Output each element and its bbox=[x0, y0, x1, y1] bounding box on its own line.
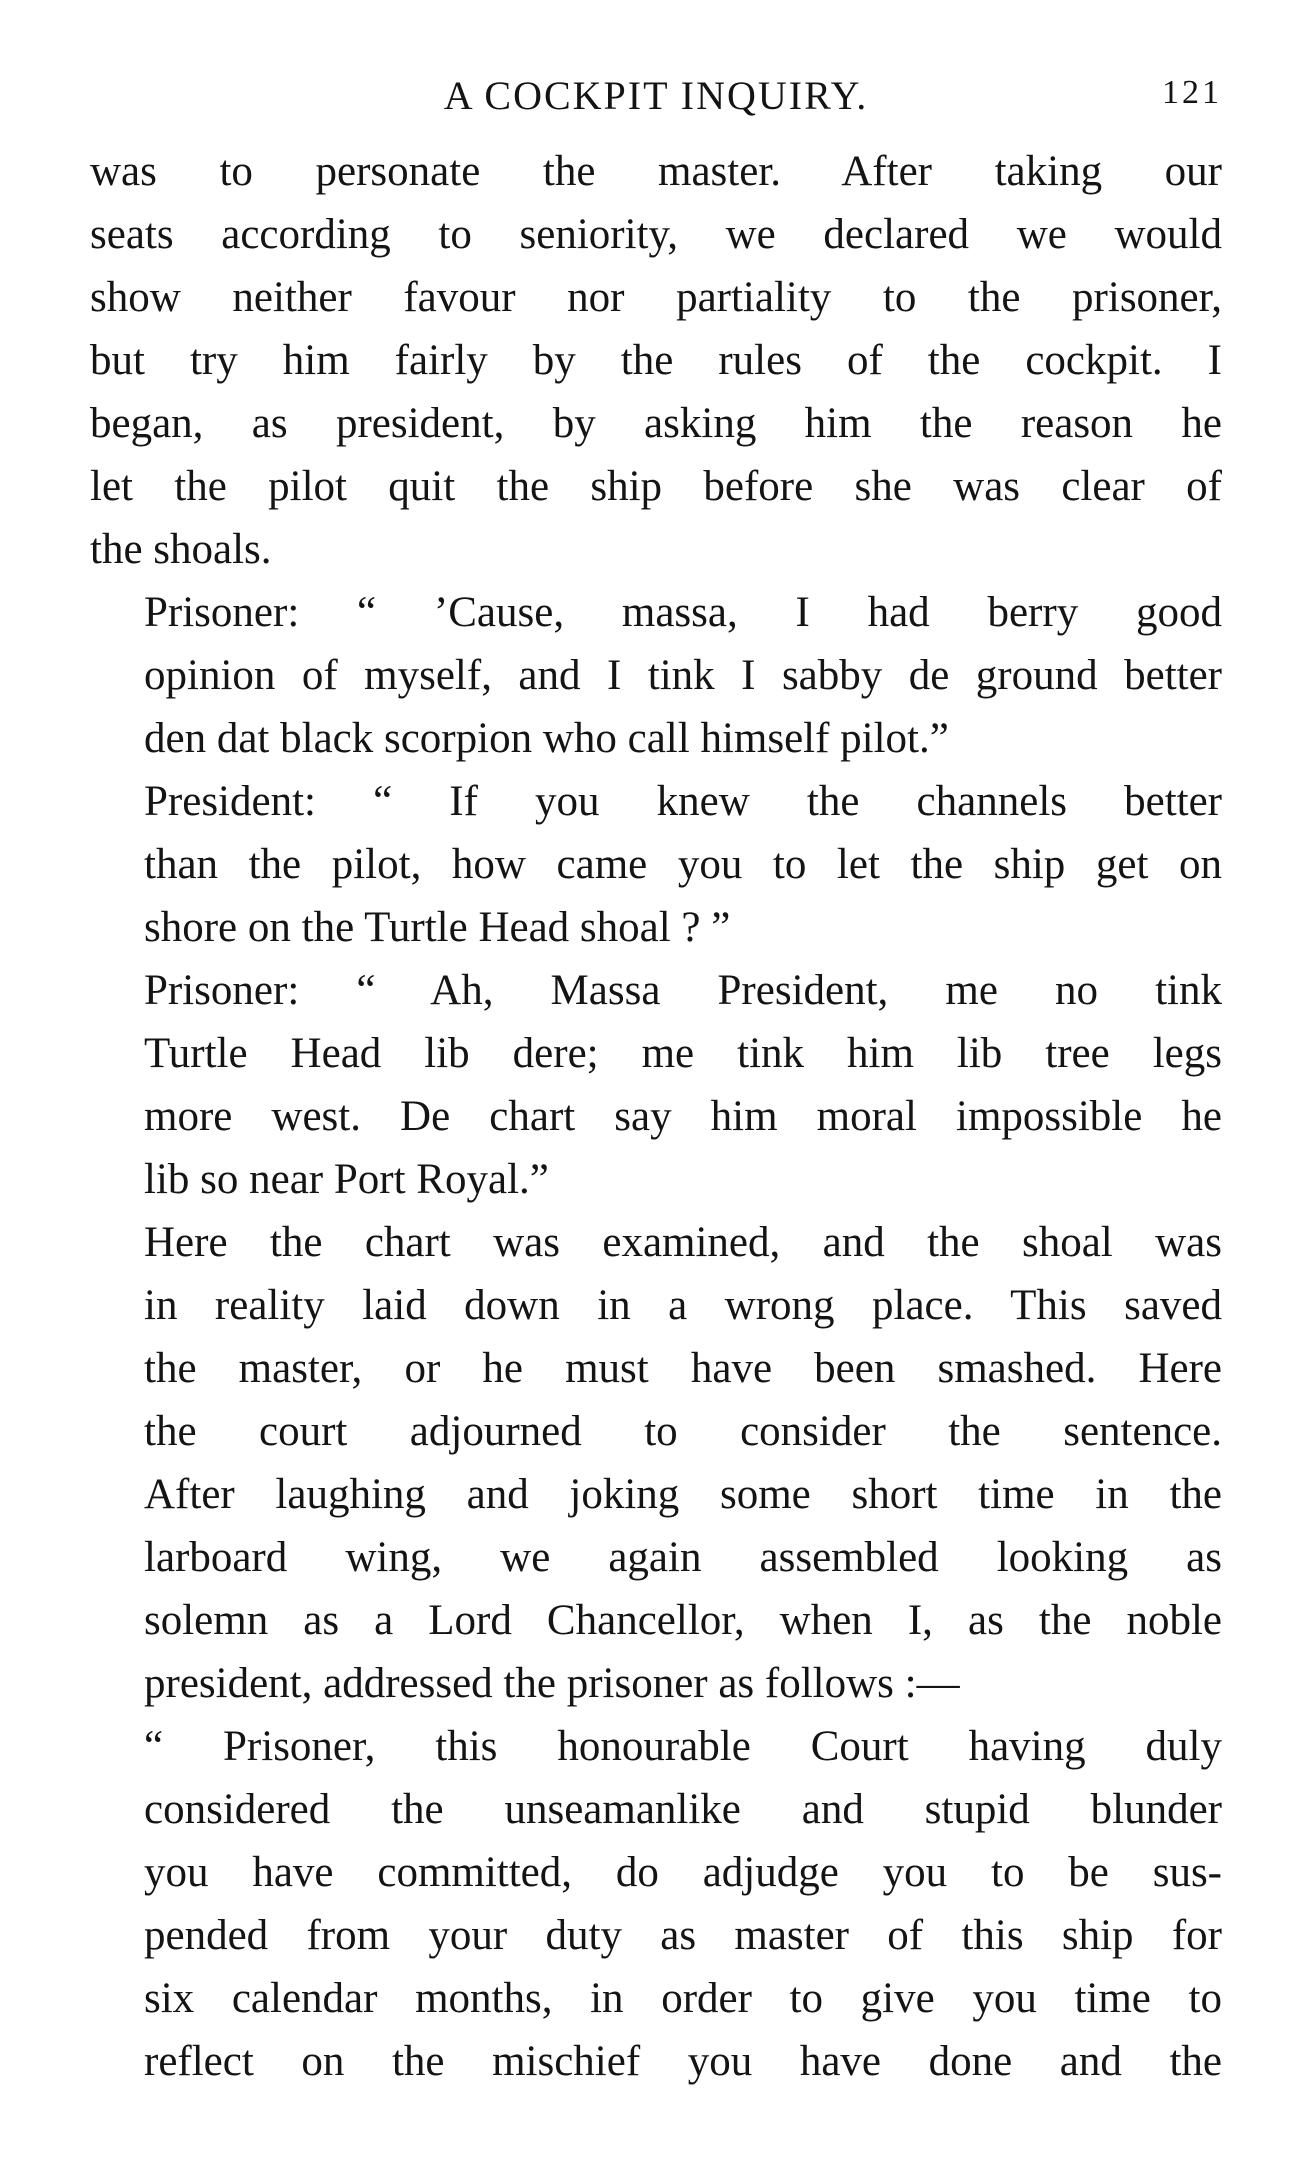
text-line: pended from your duty as master of this ship for bbox=[144, 1912, 1222, 1959]
text-line: the master, or he must have been smashed. Here bbox=[144, 1345, 1222, 1392]
text-line: den dat black scorpion who call himself pilot.” bbox=[144, 715, 949, 762]
text-line: President: “ If you knew the channels better bbox=[144, 778, 1222, 825]
text-line: than the pilot, how came you to let the ship get on bbox=[144, 841, 1222, 888]
text-line: seats according to seniority, we declared we would bbox=[90, 211, 1222, 258]
paragraph bbox=[90, 959, 1222, 1211]
paragraph bbox=[90, 1211, 1222, 1715]
page-number: 121 bbox=[1162, 74, 1222, 111]
text-line: reflect on the mischief you have done and the bbox=[144, 2038, 1222, 2085]
text-line: in reality laid down in a wrong place. This saved bbox=[144, 1282, 1222, 1329]
paragraph bbox=[90, 140, 1222, 581]
body-text bbox=[90, 140, 1222, 2093]
text-line: you have committed, do adjudge you to be sus- bbox=[144, 1849, 1222, 1896]
text-line: but try him fairly by the rules of the cockpit. I bbox=[90, 337, 1222, 384]
text-line: shore on the Turtle Head shoal ? ” bbox=[144, 904, 731, 951]
text-line: opinion of myself, and I tink I sabby de ground better bbox=[144, 652, 1222, 699]
text-line: let the pilot quit the ship before she was clear of bbox=[90, 463, 1222, 510]
running-head bbox=[90, 60, 1222, 140]
paragraph bbox=[90, 770, 1222, 959]
text-line: president, addressed the prisoner as follows :— bbox=[144, 1660, 960, 1707]
text-line: lib so near Port Royal.” bbox=[144, 1156, 549, 1203]
paragraph bbox=[90, 1715, 1222, 2093]
text-line: considered the unseamanlike and stupid blunder bbox=[144, 1786, 1222, 1833]
book-page bbox=[90, 60, 1222, 2120]
text-line: the court adjourned to consider the sentence. bbox=[144, 1408, 1222, 1455]
text-line: larboard wing, we again assembled looking as bbox=[144, 1534, 1222, 1581]
running-title: A COCKPIT INQUIRY. bbox=[443, 73, 869, 118]
text-line: more west. De chart say him moral impossible he bbox=[144, 1093, 1222, 1140]
text-line: the shoals. bbox=[90, 526, 272, 573]
text-line: Prisoner: “ Ah, Massa President, me no tink bbox=[144, 967, 1222, 1014]
text-line: began, as president, by asking him the reason he bbox=[90, 400, 1222, 447]
text-line: “ Prisoner, this honourable Court having duly bbox=[144, 1723, 1222, 1770]
text-line: six calendar months, in order to give you time to bbox=[144, 1975, 1222, 2022]
text-line: Prisoner: “ ’Cause, massa, I had berry good bbox=[144, 589, 1222, 636]
text-line: solemn as a Lord Chancellor, when I, as the noble bbox=[144, 1597, 1222, 1644]
text-line: Here the chart was examined, and the shoal was bbox=[144, 1219, 1222, 1266]
paragraph bbox=[90, 581, 1222, 770]
text-line: show neither favour nor partiality to the prisoner, bbox=[90, 274, 1222, 321]
text-line: Turtle Head lib dere; me tink him lib tree legs bbox=[144, 1030, 1222, 1077]
text-line: was to personate the master. After taking our bbox=[90, 148, 1222, 195]
text-line: After laughing and joking some short time in the bbox=[144, 1471, 1222, 1518]
